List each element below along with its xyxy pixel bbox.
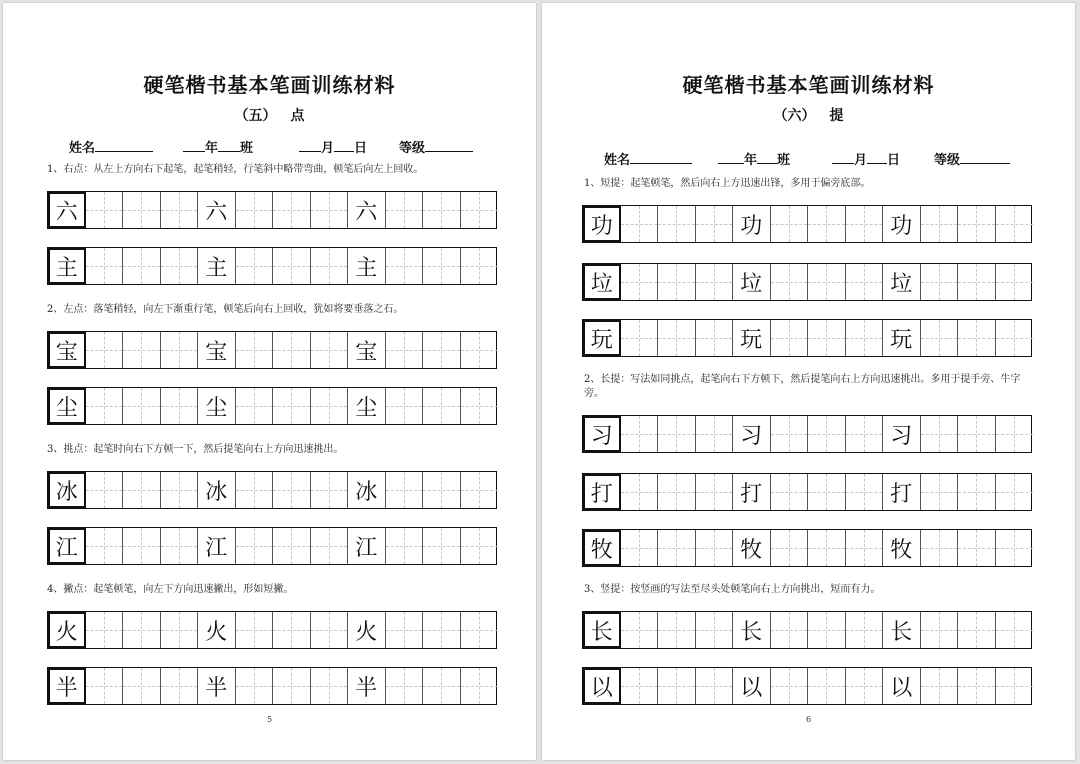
practice-cell[interactable] <box>273 612 311 648</box>
sample-character-cell <box>883 612 921 648</box>
practice-cell[interactable] <box>996 668 1034 704</box>
sample-character: 以 <box>740 675 763 701</box>
practice-cell[interactable] <box>846 320 884 356</box>
practice-cell[interactable] <box>921 530 959 566</box>
practice-cell[interactable] <box>461 332 499 368</box>
practice-cell[interactable] <box>996 474 1034 510</box>
practice-cell[interactable] <box>423 192 461 228</box>
practice-cell[interactable] <box>123 192 161 228</box>
page-title: 硬笔楷书基本笔画训练材料 <box>682 73 935 97</box>
sample-character: 牧 <box>890 537 913 563</box>
practice-cell[interactable] <box>273 388 311 424</box>
practice-cell[interactable] <box>808 474 846 510</box>
sample-character-cell <box>733 530 771 566</box>
practice-cell[interactable] <box>461 612 499 648</box>
practice-cell[interactable] <box>123 388 161 424</box>
sample-character: 习 <box>590 423 613 449</box>
practice-cell[interactable] <box>461 668 499 704</box>
sample-character-cell <box>733 612 771 648</box>
sample-character: 火 <box>355 619 378 645</box>
sample-character-cell <box>733 668 771 704</box>
month-label: 月 <box>321 141 335 156</box>
practice-cell[interactable] <box>311 472 349 508</box>
practice-row <box>47 331 497 369</box>
practice-cell[interactable] <box>423 332 461 368</box>
practice-row <box>582 473 1032 511</box>
grade-label: 等级 <box>934 153 961 168</box>
day-blank[interactable] <box>334 138 354 152</box>
class-blank[interactable] <box>218 138 240 152</box>
practice-cell[interactable] <box>808 264 846 300</box>
sample-character: 宝 <box>55 339 78 365</box>
practice-cell[interactable] <box>123 528 161 564</box>
sample-character-cell <box>583 416 621 452</box>
practice-cell[interactable] <box>696 612 734 648</box>
practice-cell[interactable] <box>846 668 884 704</box>
practice-cell[interactable] <box>386 332 424 368</box>
practice-cell[interactable] <box>86 248 124 284</box>
sample-character-cell <box>583 474 621 510</box>
practice-row <box>47 527 497 565</box>
practice-cell[interactable] <box>123 332 161 368</box>
sample-character: 江 <box>205 535 228 561</box>
sample-character-cell <box>348 612 386 648</box>
practice-cell[interactable] <box>311 388 349 424</box>
practice-cell[interactable] <box>846 416 884 452</box>
day-blank[interactable] <box>867 150 887 164</box>
sample-character: 尘 <box>55 395 78 421</box>
sample-character-cell <box>583 206 621 242</box>
sample-character: 冰 <box>55 479 78 505</box>
practice-cell[interactable] <box>846 474 884 510</box>
practice-cell[interactable] <box>423 248 461 284</box>
sample-character: 功 <box>590 213 613 239</box>
practice-cell[interactable] <box>771 320 809 356</box>
practice-cell[interactable] <box>386 668 424 704</box>
practice-cell[interactable] <box>621 668 659 704</box>
sample-character-cell <box>883 668 921 704</box>
practice-cell[interactable] <box>423 612 461 648</box>
practice-cell[interactable] <box>658 416 696 452</box>
practice-cell[interactable] <box>311 332 349 368</box>
sample-character: 玩 <box>590 327 613 353</box>
practice-cell[interactable] <box>771 612 809 648</box>
class-label: 班 <box>240 141 254 156</box>
sample-character-cell <box>348 248 386 284</box>
practice-cell[interactable] <box>921 320 959 356</box>
sample-character: 打 <box>890 481 913 507</box>
sample-character: 长 <box>590 619 613 645</box>
name-blank[interactable] <box>95 138 153 152</box>
practice-row <box>582 529 1032 567</box>
sample-character: 长 <box>740 619 763 645</box>
sample-character-cell <box>48 388 86 424</box>
practice-cell[interactable] <box>386 528 424 564</box>
practice-cell[interactable] <box>236 248 274 284</box>
practice-cell[interactable] <box>921 416 959 452</box>
sample-character: 牧 <box>740 537 763 563</box>
practice-cell[interactable] <box>86 388 124 424</box>
practice-cell[interactable] <box>423 668 461 704</box>
instruction-text: 2、长提：写法如同挑点，起笔向右下方顿下，然后提笔向右上方向迅速挑出。多用于提手旁、牛字旁。 <box>584 374 1021 399</box>
worksheet-page-right <box>542 3 1075 760</box>
sample-character-cell <box>733 416 771 452</box>
practice-cell[interactable] <box>696 530 734 566</box>
practice-cell[interactable] <box>696 320 734 356</box>
practice-cell[interactable] <box>273 528 311 564</box>
section-number: （六） <box>773 108 816 124</box>
sample-character: 半 <box>355 675 378 701</box>
practice-cell[interactable] <box>921 668 959 704</box>
practice-cell[interactable] <box>621 416 659 452</box>
sample-character-cell <box>198 612 236 648</box>
practice-cell[interactable] <box>123 668 161 704</box>
practice-cell[interactable] <box>236 472 274 508</box>
class-blank[interactable] <box>757 150 777 164</box>
sample-character: 玩 <box>740 327 763 353</box>
instruction-text: 3、竖提：按竖画的写法至尽头处顿笔向右上方向挑出，短而有力。 <box>584 584 881 595</box>
practice-row <box>582 263 1032 301</box>
practice-cell[interactable] <box>461 388 499 424</box>
sample-character-cell <box>198 472 236 508</box>
year-blank[interactable] <box>183 138 205 152</box>
sample-character-cell <box>583 264 621 300</box>
sample-character-cell <box>198 248 236 284</box>
sample-character: 火 <box>55 619 78 645</box>
sample-character-cell <box>733 474 771 510</box>
practice-row <box>47 471 497 509</box>
practice-cell[interactable] <box>808 530 846 566</box>
practice-cell[interactable] <box>921 206 959 242</box>
instruction-text: 3、挑点：起笔时向右下方顿一下，然后提笔向右上方向迅速挑出。 <box>47 444 344 455</box>
practice-cell[interactable] <box>461 192 499 228</box>
practice-row <box>47 191 497 229</box>
sample-character-cell <box>48 612 86 648</box>
practice-cell[interactable] <box>808 416 846 452</box>
sample-character-cell <box>733 320 771 356</box>
practice-cell[interactable] <box>846 612 884 648</box>
practice-cell[interactable] <box>771 206 809 242</box>
sample-character: 以 <box>590 675 613 701</box>
sample-character: 习 <box>740 423 763 449</box>
practice-cell[interactable] <box>161 332 199 368</box>
sample-character: 牧 <box>590 537 613 563</box>
instruction-text: 4、撇点：起笔顿笔，向左下方向迅速撇出，形如短撇。 <box>47 584 294 595</box>
sample-character: 六 <box>55 199 78 225</box>
practice-cell[interactable] <box>621 612 659 648</box>
practice-cell[interactable] <box>958 612 996 648</box>
year-label: 年 <box>744 153 758 168</box>
practice-cell[interactable] <box>958 416 996 452</box>
practice-cell[interactable] <box>658 264 696 300</box>
practice-cell[interactable] <box>696 206 734 242</box>
practice-row <box>47 667 497 705</box>
sample-character-cell <box>733 264 771 300</box>
practice-cell[interactable] <box>996 320 1034 356</box>
practice-cell[interactable] <box>771 474 809 510</box>
sample-character: 半 <box>55 675 78 701</box>
section-name: 提 <box>829 108 844 124</box>
practice-cell[interactable] <box>236 612 274 648</box>
sample-character-cell <box>48 332 86 368</box>
practice-cell[interactable] <box>658 320 696 356</box>
year-blank[interactable] <box>718 150 744 164</box>
sample-character: 习 <box>890 423 913 449</box>
practice-cell[interactable] <box>958 668 996 704</box>
month-label: 月 <box>854 153 868 168</box>
practice-cell[interactable] <box>311 668 349 704</box>
practice-cell[interactable] <box>696 668 734 704</box>
practice-cell[interactable] <box>386 472 424 508</box>
sample-character-cell <box>198 192 236 228</box>
practice-cell[interactable] <box>123 612 161 648</box>
practice-cell[interactable] <box>273 248 311 284</box>
sample-character-cell <box>583 612 621 648</box>
sample-character: 打 <box>740 481 763 507</box>
practice-cell[interactable] <box>658 474 696 510</box>
practice-cell[interactable] <box>771 264 809 300</box>
practice-cell[interactable] <box>696 474 734 510</box>
sample-character-cell <box>733 206 771 242</box>
sample-character: 冰 <box>205 479 228 505</box>
practice-cell[interactable] <box>423 472 461 508</box>
instruction-text: 1、右点：从左上方向右下起笔，起笔稍轻，行笔斜中略带弯曲，顿笔后向左上回收。 <box>47 164 424 175</box>
practice-cell[interactable] <box>696 264 734 300</box>
practice-cell[interactable] <box>658 668 696 704</box>
practice-cell[interactable] <box>236 388 274 424</box>
section-heading <box>542 105 1075 125</box>
sample-character-cell <box>198 528 236 564</box>
sample-character-cell <box>348 472 386 508</box>
practice-cell[interactable] <box>386 192 424 228</box>
practice-cell[interactable] <box>958 264 996 300</box>
year-label: 年 <box>205 141 219 156</box>
sample-character-cell <box>883 530 921 566</box>
day-label: 日 <box>354 141 368 156</box>
practice-row <box>47 247 497 285</box>
practice-cell[interactable] <box>846 264 884 300</box>
sample-character: 六 <box>205 199 228 225</box>
practice-cell[interactable] <box>621 206 659 242</box>
instruction-text: 1、短提：起笔顿笔，然后向右上方迅速出锋，多用于偏旁底部。 <box>584 178 871 189</box>
practice-cell[interactable] <box>161 472 199 508</box>
section-name: 点 <box>290 108 305 124</box>
worksheet-page-left <box>3 3 536 760</box>
practice-cell[interactable] <box>273 472 311 508</box>
practice-cell[interactable] <box>236 192 274 228</box>
practice-cell[interactable] <box>658 530 696 566</box>
practice-cell[interactable] <box>996 612 1034 648</box>
sample-character-cell <box>198 388 236 424</box>
practice-cell[interactable] <box>86 528 124 564</box>
practice-row <box>47 387 497 425</box>
sample-character-cell <box>198 668 236 704</box>
sample-character: 功 <box>890 213 913 239</box>
practice-cell[interactable] <box>621 474 659 510</box>
practice-cell[interactable] <box>86 472 124 508</box>
practice-cell[interactable] <box>958 206 996 242</box>
practice-cell[interactable] <box>771 530 809 566</box>
sample-character: 主 <box>205 255 228 281</box>
sample-character: 江 <box>55 535 78 561</box>
practice-cell[interactable] <box>958 474 996 510</box>
practice-row <box>582 415 1032 453</box>
practice-cell[interactable] <box>386 388 424 424</box>
grade-blank[interactable] <box>425 138 473 152</box>
sample-character-cell <box>48 472 86 508</box>
practice-cell[interactable] <box>386 612 424 648</box>
practice-cell[interactable] <box>771 668 809 704</box>
sample-character-cell <box>583 530 621 566</box>
sample-character-cell <box>348 668 386 704</box>
practice-cell[interactable] <box>621 264 659 300</box>
sample-character: 主 <box>355 255 378 281</box>
practice-cell[interactable] <box>123 472 161 508</box>
sample-character: 六 <box>355 199 378 225</box>
sample-character: 尘 <box>205 395 228 421</box>
sample-character: 尘 <box>355 395 378 421</box>
sample-character-cell <box>198 332 236 368</box>
sample-character: 冰 <box>355 479 378 505</box>
practice-cell[interactable] <box>86 668 124 704</box>
sample-character: 火 <box>205 619 228 645</box>
sample-character-cell <box>348 528 386 564</box>
practice-cell[interactable] <box>386 248 424 284</box>
section-heading <box>3 105 536 125</box>
practice-cell[interactable] <box>311 528 349 564</box>
practice-cell[interactable] <box>423 528 461 564</box>
sample-character-cell <box>883 416 921 452</box>
practice-cell[interactable] <box>311 612 349 648</box>
sample-character: 江 <box>355 535 378 561</box>
practice-cell[interactable] <box>311 248 349 284</box>
practice-cell[interactable] <box>423 388 461 424</box>
class-label: 班 <box>777 153 791 168</box>
practice-cell[interactable] <box>996 206 1034 242</box>
practice-row <box>47 611 497 649</box>
sample-character: 垃 <box>890 271 913 297</box>
practice-row <box>582 667 1032 705</box>
sample-character: 半 <box>205 675 228 701</box>
practice-cell[interactable] <box>161 248 199 284</box>
sample-character: 长 <box>890 619 913 645</box>
sample-character-cell <box>48 668 86 704</box>
practice-cell[interactable] <box>161 388 199 424</box>
practice-cell[interactable] <box>658 206 696 242</box>
practice-cell[interactable] <box>273 192 311 228</box>
grade-blank[interactable] <box>960 150 1010 164</box>
practice-cell[interactable] <box>996 416 1034 452</box>
practice-cell[interactable] <box>86 612 124 648</box>
practice-cell[interactable] <box>921 612 959 648</box>
practice-cell[interactable] <box>161 528 199 564</box>
practice-cell[interactable] <box>273 332 311 368</box>
practice-cell[interactable] <box>996 264 1034 300</box>
practice-cell[interactable] <box>123 248 161 284</box>
practice-cell[interactable] <box>161 612 199 648</box>
sample-character: 垃 <box>590 271 613 297</box>
day-label: 日 <box>887 153 901 168</box>
grade-label: 等级 <box>399 141 426 156</box>
practice-cell[interactable] <box>621 320 659 356</box>
page-number: 6 <box>805 715 812 724</box>
practice-cell[interactable] <box>86 192 124 228</box>
section-number: （五） <box>234 108 277 124</box>
practice-cell[interactable] <box>808 668 846 704</box>
practice-cell[interactable] <box>808 320 846 356</box>
name-blank[interactable] <box>630 150 692 164</box>
practice-cell[interactable] <box>621 530 659 566</box>
sample-character: 玩 <box>890 327 913 353</box>
practice-cell[interactable] <box>86 332 124 368</box>
practice-cell[interactable] <box>846 530 884 566</box>
practice-cell[interactable] <box>658 612 696 648</box>
sample-character-cell <box>883 320 921 356</box>
page-title: 硬笔楷书基本笔画训练材料 <box>143 73 396 97</box>
sample-character: 以 <box>890 675 913 701</box>
practice-cell[interactable] <box>161 192 199 228</box>
practice-cell[interactable] <box>771 416 809 452</box>
sample-character: 主 <box>55 255 78 281</box>
sample-character-cell <box>883 474 921 510</box>
practice-row <box>582 205 1032 243</box>
practice-cell[interactable] <box>958 530 996 566</box>
sample-character-cell <box>583 668 621 704</box>
sample-character-cell <box>883 264 921 300</box>
practice-cell[interactable] <box>236 332 274 368</box>
sample-character: 功 <box>740 213 763 239</box>
practice-cell[interactable] <box>461 248 499 284</box>
sample-character-cell <box>48 528 86 564</box>
practice-row <box>582 319 1032 357</box>
sample-character-cell <box>48 248 86 284</box>
practice-cell[interactable] <box>273 668 311 704</box>
sample-character-cell <box>348 192 386 228</box>
sample-character-cell <box>583 320 621 356</box>
name-label: 姓名 <box>604 153 631 168</box>
sample-character-cell <box>348 388 386 424</box>
practice-cell[interactable] <box>161 668 199 704</box>
sample-character: 宝 <box>205 339 228 365</box>
practice-cell[interactable] <box>461 528 499 564</box>
month-blank[interactable] <box>299 138 321 152</box>
sample-character-cell <box>48 192 86 228</box>
instruction-text: 2、左点：落笔稍轻，向左下渐重行笔，顿笔后向右上回收，犹如将要垂落之石。 <box>47 304 404 315</box>
practice-cell[interactable] <box>846 206 884 242</box>
practice-cell[interactable] <box>958 320 996 356</box>
practice-cell[interactable] <box>696 416 734 452</box>
sample-character: 打 <box>590 481 613 507</box>
sample-character: 垃 <box>740 271 763 297</box>
practice-cell[interactable] <box>236 528 274 564</box>
month-blank[interactable] <box>832 150 854 164</box>
sample-character-cell <box>348 332 386 368</box>
practice-cell[interactable] <box>461 472 499 508</box>
practice-cell[interactable] <box>921 264 959 300</box>
practice-cell[interactable] <box>311 192 349 228</box>
practice-cell[interactable] <box>996 530 1034 566</box>
practice-cell[interactable] <box>808 206 846 242</box>
practice-cell[interactable] <box>808 612 846 648</box>
name-label: 姓名 <box>69 141 96 156</box>
sample-character: 宝 <box>355 339 378 365</box>
practice-row <box>582 611 1032 649</box>
practice-cell[interactable] <box>921 474 959 510</box>
page-number: 5 <box>266 715 273 724</box>
practice-cell[interactable] <box>236 668 274 704</box>
sample-character-cell <box>883 206 921 242</box>
